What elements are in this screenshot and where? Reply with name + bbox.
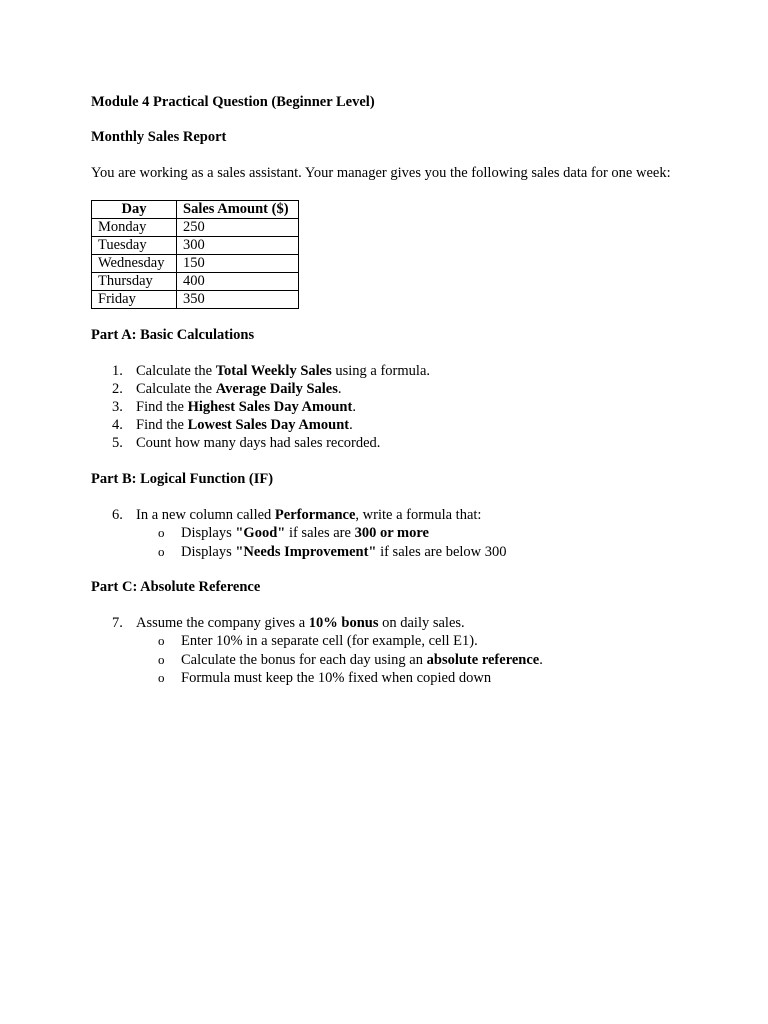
table-cell-amount: 400 (177, 273, 299, 291)
list-item: 2. Calculate the Average Daily Sales. (112, 381, 342, 397)
sales-table (91, 200, 299, 309)
document-title: Module 4 Practical Question (Beginner Level) (91, 94, 375, 110)
part-a-list (91, 362, 681, 452)
table-row (92, 273, 299, 291)
bullet-icon: o (158, 525, 165, 540)
table-cell-day: Tuesday (92, 237, 177, 255)
part-b-list (91, 506, 681, 561)
sub-list-item: o Displays "Good" if sales are 300 or more (158, 525, 429, 541)
part-a-heading: Part A: Basic Calculations (91, 327, 255, 343)
bullet-icon: o (158, 651, 165, 667)
report-subtitle: Monthly Sales Report (91, 129, 227, 145)
table-row (92, 237, 299, 255)
list-item: 7. Assume the company gives a 10% bonus on daily sales. o Enter 10% in a separate cell (for example, cell E1). o Calculate the bonus for each day using an absolute reference. o Formula must keep the 10% fixed when copied down (91, 614, 681, 688)
part-c-sublist (91, 632, 681, 688)
part-c-heading: Part C: Absolute Reference (91, 579, 261, 595)
table-cell-day: Thursday (92, 273, 177, 291)
table-cell-amount: 250 (177, 219, 299, 237)
table-header-amount: Sales Amount ($) (177, 201, 299, 219)
list-item: 1. Calculate the Total Weekly Sales using a formula. (112, 363, 431, 379)
bullet-icon: o (158, 670, 165, 685)
list-item: 4. Find the Lowest Sales Day Amount. (112, 417, 353, 433)
table-cell-amount: 300 (177, 237, 299, 255)
table-cell-amount: 150 (177, 255, 299, 273)
sub-list-item: o Enter 10% in a separate cell (for example, cell E1). (158, 633, 478, 649)
bullet-icon: o (158, 543, 165, 559)
table-row (92, 255, 299, 273)
part-b-sublist (91, 524, 681, 561)
table-cell-amount: 350 (177, 291, 299, 309)
table-cell-day: Friday (92, 291, 177, 309)
bullet-icon: o (158, 633, 165, 648)
document-page (91, 93, 681, 688)
intro-paragraph: You are working as a sales assistant. Your manager gives you the following sales data for one week: (91, 165, 671, 181)
table-row (92, 291, 299, 309)
sub-list-item: o Displays "Needs Improvement" if sales are below 300 (158, 543, 507, 560)
table-header-day: Day (92, 201, 177, 219)
list-item: 6. In a new column called Performance, write a formula that: o Displays "Good" if sales are 300 or more o Displays "Needs Improvement" if sales are below 300 (91, 506, 681, 561)
list-item: 5. Count how many days had sales recorded. (112, 435, 381, 451)
part-c-list (91, 614, 681, 688)
sub-list-item: o Formula must keep the 10% fixed when copied down (158, 670, 492, 686)
table-cell-day: Wednesday (92, 255, 177, 273)
table-cell-day: Monday (92, 219, 177, 237)
part-b-heading: Part B: Logical Function (IF) (91, 471, 274, 487)
sub-list-item: o Calculate the bonus for each day using an absolute reference. (158, 651, 543, 668)
table-row (92, 219, 299, 237)
table-header-row (92, 201, 299, 219)
list-item: 3. Find the Highest Sales Day Amount. (112, 399, 356, 415)
